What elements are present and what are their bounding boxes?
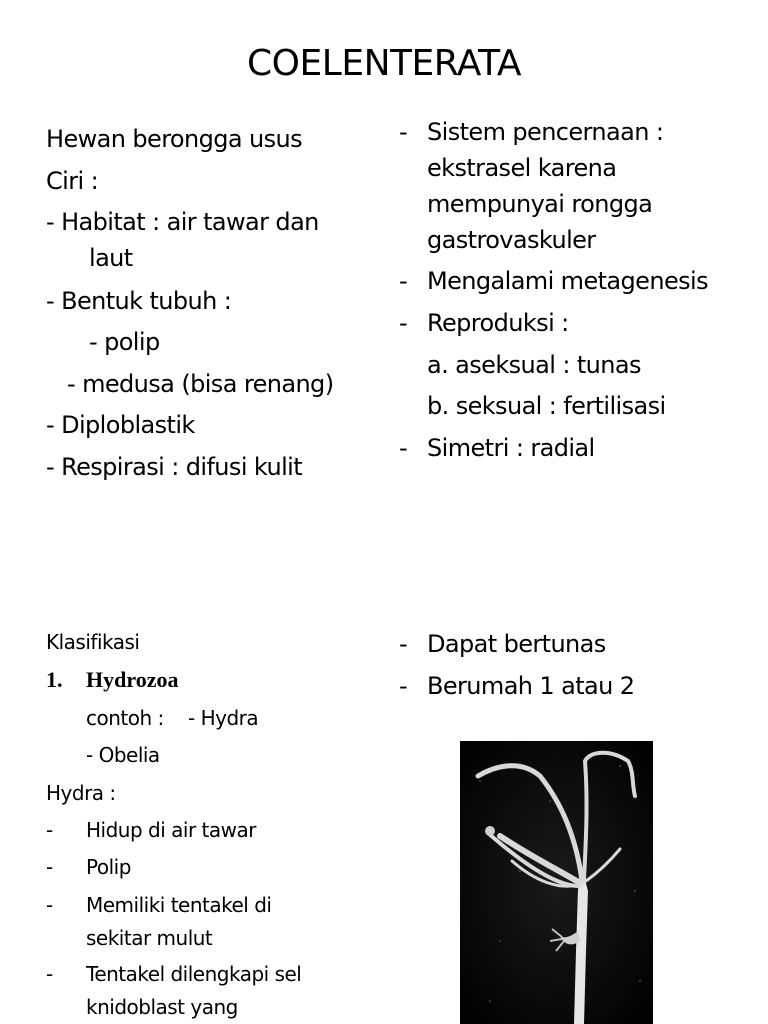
bullet-dash: -	[399, 630, 408, 658]
example-item: - Obelia	[86, 743, 160, 767]
hydra-item-cont: knidoblast yang	[86, 995, 238, 1019]
bullet-dash: -	[399, 434, 408, 462]
slide-title: COELENTERATA	[247, 43, 521, 84]
habitat-item-cont: laut	[89, 244, 133, 272]
ciri-heading: Ciri :	[46, 167, 99, 195]
pencernaan-item: Sistem pencernaan :	[427, 118, 664, 146]
example-item: - Hydra	[188, 706, 259, 730]
seksual-subitem: b. seksual : fertilisasi	[427, 392, 666, 420]
polip-subitem: - polip	[89, 328, 160, 356]
hydra-item: Polip	[86, 855, 131, 879]
medusa-subitem: - medusa (bisa renang)	[67, 370, 334, 398]
bullet-dash: -	[46, 962, 53, 986]
intro-text: Hewan berongga usus	[46, 125, 303, 153]
bullet-dash: -	[46, 893, 53, 917]
example-label: contoh :	[86, 706, 164, 730]
bullet-dash: -	[399, 267, 408, 295]
class-number: 1.	[46, 667, 63, 692]
reproduksi-item: Reproduksi :	[427, 309, 569, 337]
aseksual-subitem: a. aseksual : tunas	[427, 351, 641, 379]
habitat-item: - Habitat : air tawar dan	[46, 208, 319, 236]
slide-2	[0, 600, 768, 1024]
respirasi-item: - Respirasi : difusi kulit	[46, 453, 303, 481]
bullet-dash: -	[399, 309, 408, 337]
pencernaan-item-cont: ekstrasel karena	[427, 154, 617, 182]
bullet-dash: -	[46, 818, 53, 842]
bullet-dash: -	[399, 672, 408, 700]
hydra-illustration	[460, 741, 653, 1024]
pencernaan-item-cont: gastrovaskuler	[427, 226, 596, 254]
bertunas-item: Dapat bertunas	[427, 630, 606, 658]
bentuk-tubuh-item: - Bentuk tubuh :	[46, 287, 232, 315]
hydra-item-cont: sekitar mulut	[86, 926, 213, 950]
klasifikasi-heading: Klasifikasi	[46, 630, 140, 654]
hydra-photo	[460, 741, 653, 1024]
hydra-item: Hidup di air tawar	[86, 818, 256, 842]
hydra-item: Tentakel dilengkapi sel	[86, 962, 302, 986]
hydra-item: Memiliki tentakel di	[86, 893, 272, 917]
berumah-item: Berumah 1 atau 2	[427, 672, 635, 700]
hydra-heading: Hydra :	[46, 781, 116, 805]
bullet-dash: -	[46, 855, 53, 879]
metagenesis-item: Mengalami metagenesis	[427, 267, 708, 295]
class-name: Hydrozoa	[86, 667, 179, 692]
simetri-item: Simetri : radial	[427, 434, 595, 462]
bullet-dash: -	[399, 118, 408, 146]
diploblastik-item: - Diploblastik	[46, 411, 195, 439]
pencernaan-item-cont: mempunyai rongga	[427, 190, 653, 218]
